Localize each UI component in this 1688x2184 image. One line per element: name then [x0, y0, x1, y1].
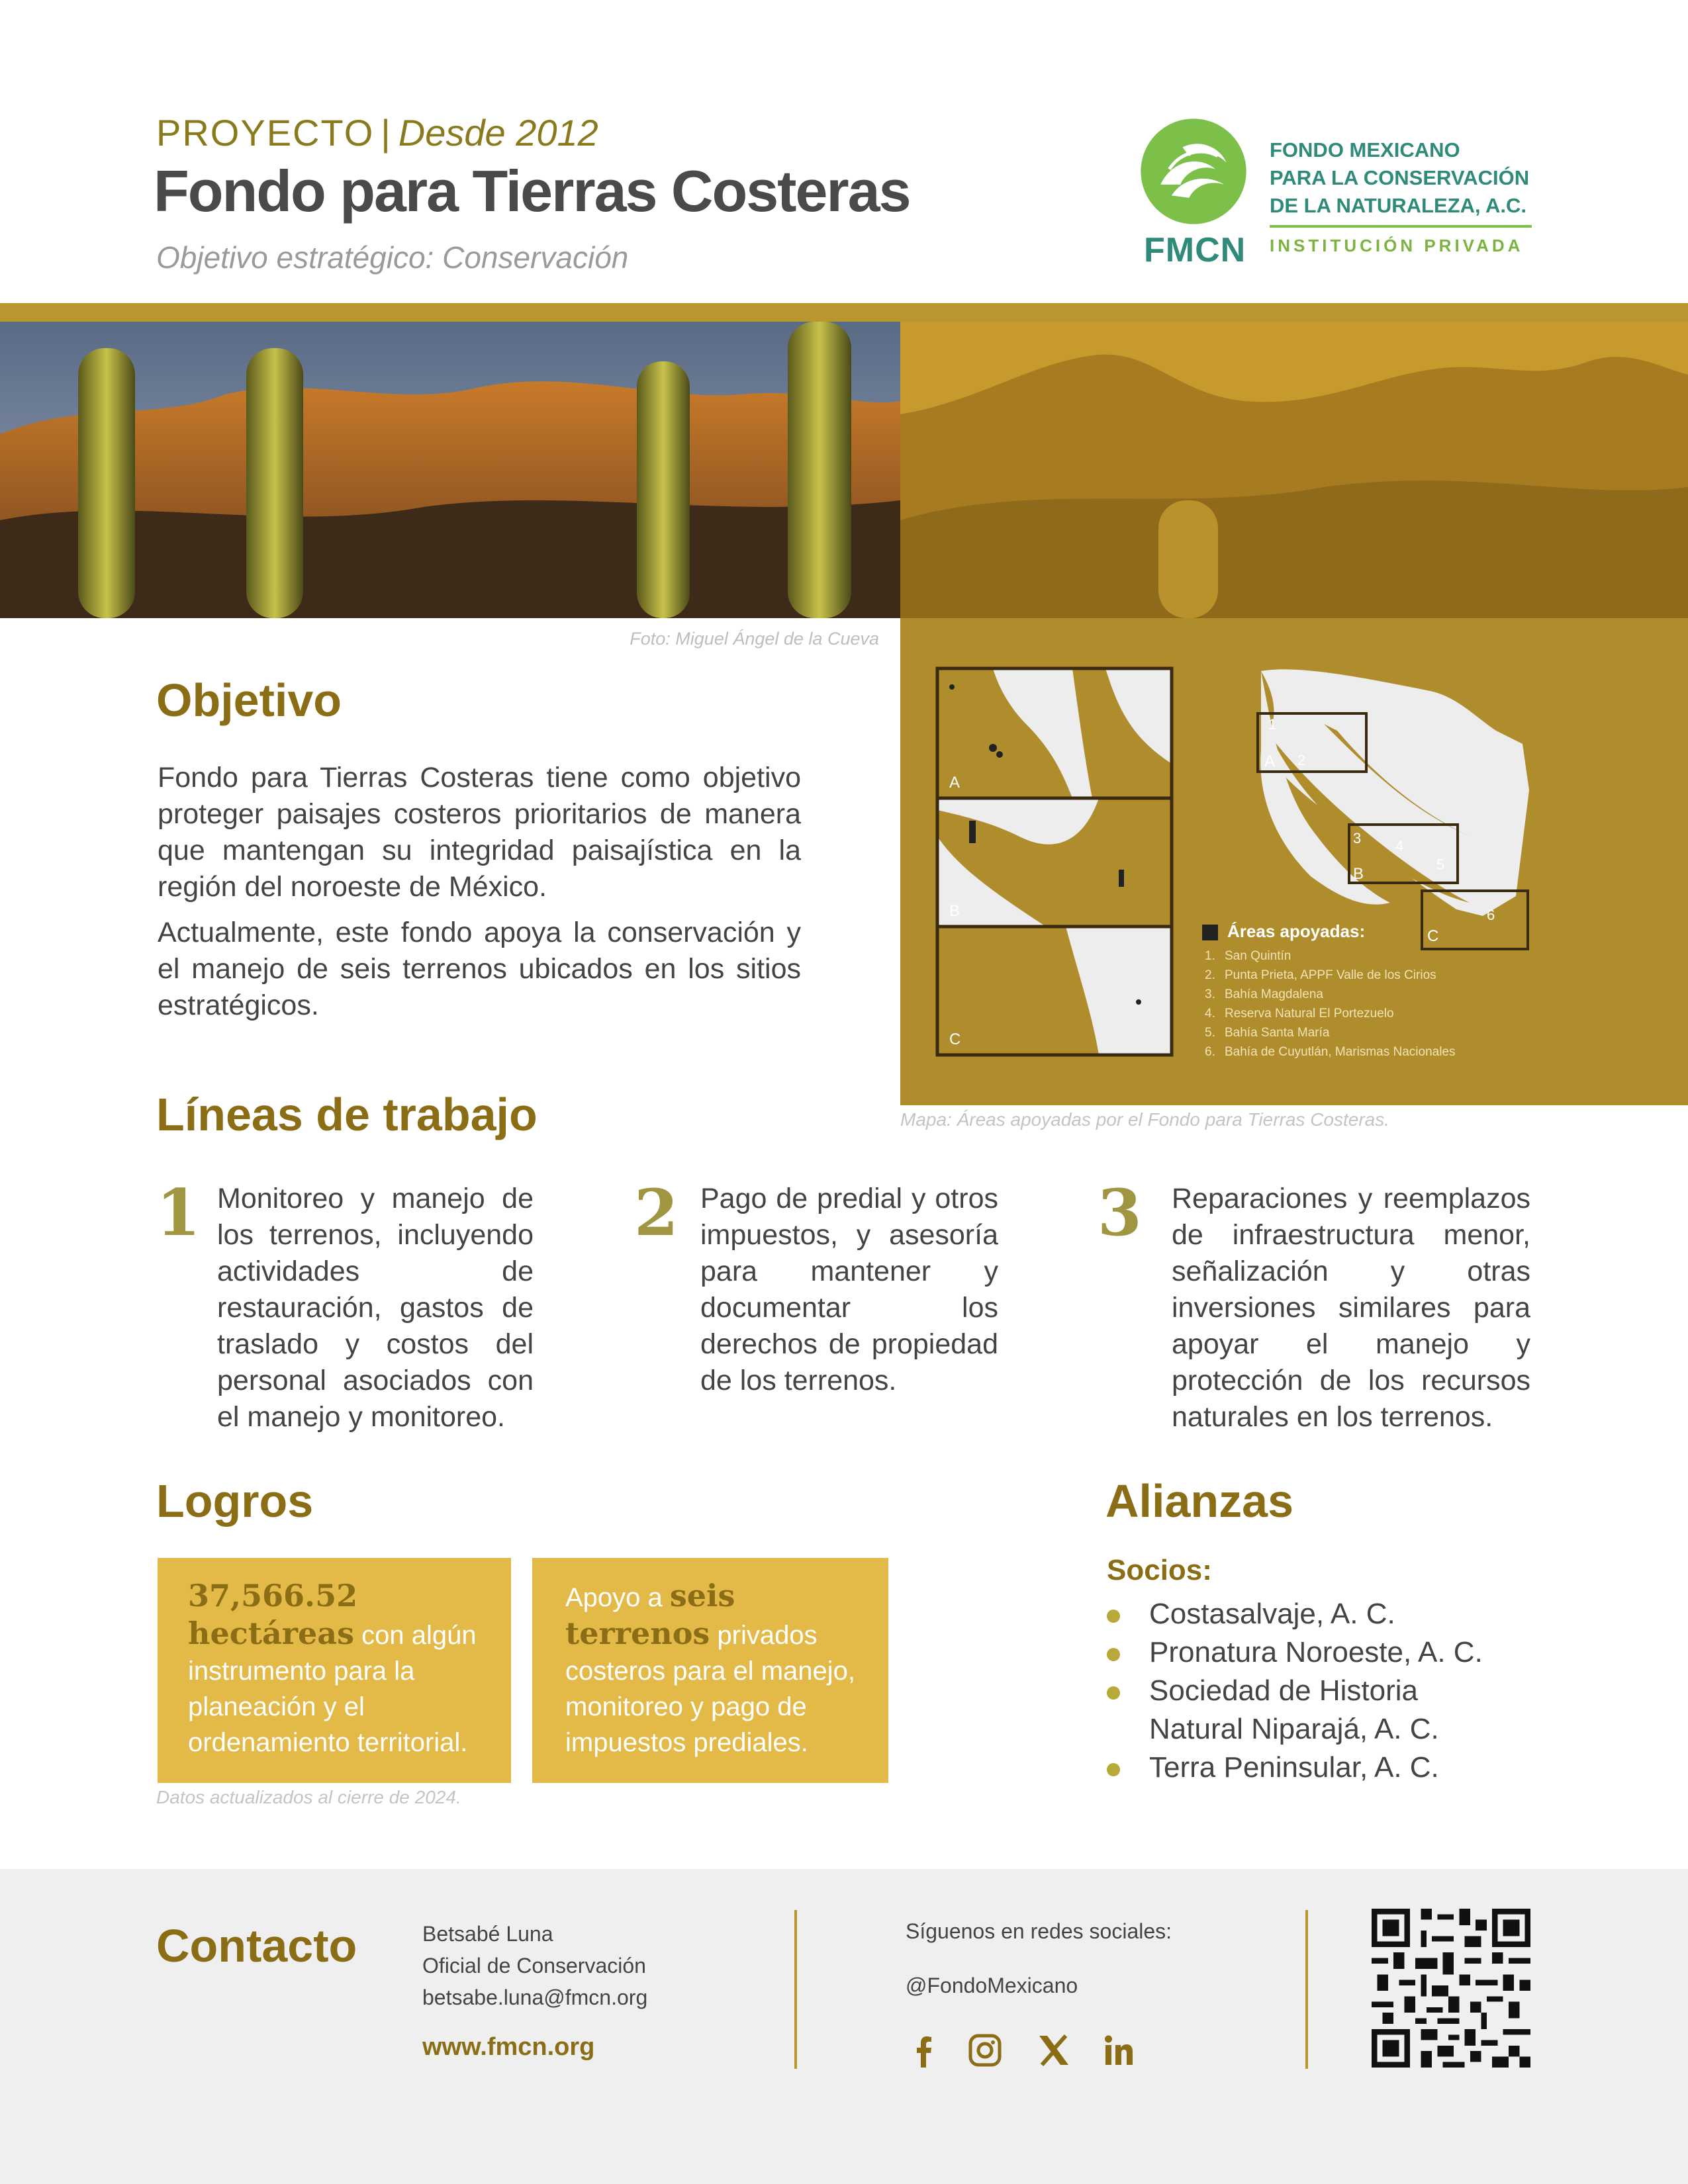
socios-label: Socios: [1107, 1554, 1212, 1586]
partner-item [1107, 1595, 1520, 1633]
legend-num: 3. [1205, 987, 1215, 1001]
x-icon[interactable] [1035, 2032, 1072, 2069]
map-inset-label: A [1264, 752, 1276, 770]
facebook-icon[interactable] [906, 2032, 943, 2069]
line-number-2: 2 [634, 1175, 679, 1250]
alianzas-heading: Alianzas [1105, 1475, 1293, 1527]
objetivo-paragraph-2: Actualmente, este fondo apoya la conservación y el manejo de seis terrenos ubicados en los sitios estratégicos. [158, 917, 801, 1021]
achievement-highlight: 37,566.52 hectáreas [188, 1578, 358, 1651]
legend-label: Bahía Magdalena [1225, 987, 1323, 1001]
legend-item [1205, 985, 1456, 1004]
map-caption: Mapa: Áreas apoyadas por el Fondo para Tierras Costeras. [900, 1109, 1390, 1130]
partner-name: Sociedad de Historia Natural Niparajá, A. C. [1149, 1674, 1439, 1745]
logo-divider [1270, 225, 1532, 228]
legend-item [1205, 1004, 1456, 1023]
bullet-icon [1107, 1686, 1120, 1700]
legend-label: Bahía de Cuyutlán, Marismas Nacionales [1225, 1045, 1456, 1059]
contact-name: Betsabé Luna [422, 1922, 553, 1946]
legend-item [1205, 1023, 1456, 1042]
website-link[interactable]: www.fmcn.org [422, 2033, 595, 2061]
map-site-number: 1 [1268, 716, 1277, 733]
partner-name: Terra Peninsular, A. C. [1149, 1751, 1439, 1784]
partner-name: Costasalvaje, A. C. [1149, 1598, 1395, 1630]
partner-item [1107, 1749, 1520, 1787]
objetivo-text [158, 760, 801, 1033]
map-inset-label: A [949, 774, 961, 792]
map-site-number: 5 [1436, 856, 1445, 873]
qr-code-icon[interactable] [1372, 1909, 1530, 2068]
map-site-number: 4 [1395, 838, 1404, 854]
map-inset-label: C [1427, 927, 1439, 945]
map-inset-label: C [949, 1030, 961, 1048]
kicker-separator: | [381, 112, 392, 154]
legend-label: Punta Prieta, APPF Valle de los Cirios [1225, 968, 1436, 982]
map-inset-a [937, 668, 1172, 798]
logo-name-line-3: DE LA NATURALEZA, A.C. [1270, 194, 1527, 217]
lineas-heading: Líneas de trabajo [156, 1089, 538, 1140]
legend-num: 4. [1205, 1007, 1215, 1021]
legend-num: 1. [1205, 949, 1215, 963]
achievement-text: con algún instrumento para la planeación y el ordenamiento territorial. [188, 1621, 477, 1757]
page-title: Fondo para Tierras Costeras [154, 158, 910, 224]
partners-list [1107, 1595, 1520, 1787]
partner-name: Pronatura Noroeste, A. C. [1149, 1636, 1483, 1668]
legend-label: San Quintín [1225, 949, 1291, 963]
achievement-box-hectares [158, 1558, 511, 1783]
photo-credit: Foto: Miguel Ángel de la Cueva [630, 629, 879, 649]
legend-num: 6. [1205, 1045, 1215, 1059]
logo-abbreviation: FMCN [1144, 231, 1246, 269]
line-number-1: 1 [156, 1175, 201, 1250]
partner-item [1107, 1633, 1520, 1672]
fmcn-logo-icon [1139, 116, 1248, 226]
legend-swatch [1202, 925, 1218, 940]
map-inset-label: B [949, 902, 961, 920]
map-site-number: 3 [1353, 830, 1362, 846]
logo-organization-name [1270, 136, 1529, 220]
footer-divider [1305, 1910, 1308, 2069]
legend-item [1205, 1042, 1456, 1062]
achievement-text: privados costeros para el manejo, monitoreo y pago de impuestos prediales. [565, 1621, 856, 1757]
contact-role: Oficial de Conservación [422, 1954, 646, 1978]
line-number-3: 3 [1098, 1175, 1142, 1250]
line-text-1: Monitoreo y manejo de los terrenos, incluyendo actividades de restauración, gastos de traslado y costos del personal asociados con el manejo y monitoreo. [217, 1183, 534, 1433]
data-update-note: Datos actualizados al cierre de 2024. [156, 1787, 461, 1807]
contacto-heading: Contacto [156, 1920, 357, 1972]
achievement-highlight: seis terrenos [565, 1578, 735, 1651]
legend-num: 5. [1205, 1026, 1215, 1040]
legend-title: Áreas apoyadas: [1227, 921, 1366, 941]
line-text-2: Pago de predial y otros impuestos, y asesoría para mantener y documentar los derechos de propiedad de los terrenos. [700, 1183, 998, 1396]
cactus-landscape-photo [0, 322, 900, 618]
social-handle: @FondoMexicano [906, 1974, 1078, 1997]
partner-item [1107, 1672, 1520, 1749]
logo-name-line-2: PARA LA CONSERVACIÓN [1270, 166, 1530, 189]
logros-heading: Logros [156, 1475, 314, 1527]
bullet-icon [1107, 1648, 1120, 1661]
legend-num: 2. [1205, 968, 1215, 982]
project-label: PROYECTO [156, 112, 375, 154]
contact-email[interactable]: betsabe.luna@fmcn.org [422, 1985, 648, 2009]
legend-list [1205, 946, 1456, 1062]
legend-item [1205, 946, 1456, 966]
bullet-icon [1107, 1763, 1120, 1776]
map-site-number: 6 [1487, 907, 1495, 923]
line-text-3: Reparaciones y reemplazos de infraestructura menor, señalización y otras inversiones similares para apoyar el manejo y protección de los recursos naturales en los terrenos. [1172, 1183, 1530, 1433]
map-inset-c [937, 927, 1172, 1055]
footer-divider [794, 1910, 797, 2069]
legend-label: Bahía Santa María [1225, 1026, 1330, 1040]
map-inset-label: B [1353, 865, 1364, 883]
project-kicker [156, 111, 598, 154]
objetivo-paragraph-1: Fondo para Tierras Costeras tiene como objetivo proteger paisajes costeros prioritarios de manera que mantengan su integridad paisajística en la región del noroeste de México. [158, 762, 801, 903]
contact-info [422, 1918, 647, 2013]
logo-name-line-1: FONDO MEXICANO [1270, 138, 1460, 161]
desert-hills-photo-tinted [900, 322, 1688, 618]
objetivo-heading: Objetivo [156, 674, 342, 726]
since-label: Desde 2012 [398, 112, 598, 154]
legend-label: Reserva Natural El Portezuelo [1225, 1007, 1394, 1021]
bullet-icon [1107, 1610, 1120, 1623]
map-site-number: 2 [1297, 752, 1306, 768]
logo-institution-label: INSTITUCIÓN PRIVADA [1270, 236, 1524, 255]
map-inset-b [937, 798, 1172, 927]
legend-item [1205, 966, 1456, 985]
achievement-box-terrenos [532, 1558, 888, 1783]
header-gold-bar [0, 303, 1688, 322]
achievement-text-pre: Apoyo a [565, 1583, 670, 1612]
page-subtitle: Objetivo estratégico: Conservación [156, 240, 629, 275]
linkedin-icon[interactable] [1100, 2032, 1137, 2069]
instagram-icon[interactable] [966, 2032, 1004, 2069]
follow-label: Síguenos en redes sociales: [906, 1919, 1172, 1943]
